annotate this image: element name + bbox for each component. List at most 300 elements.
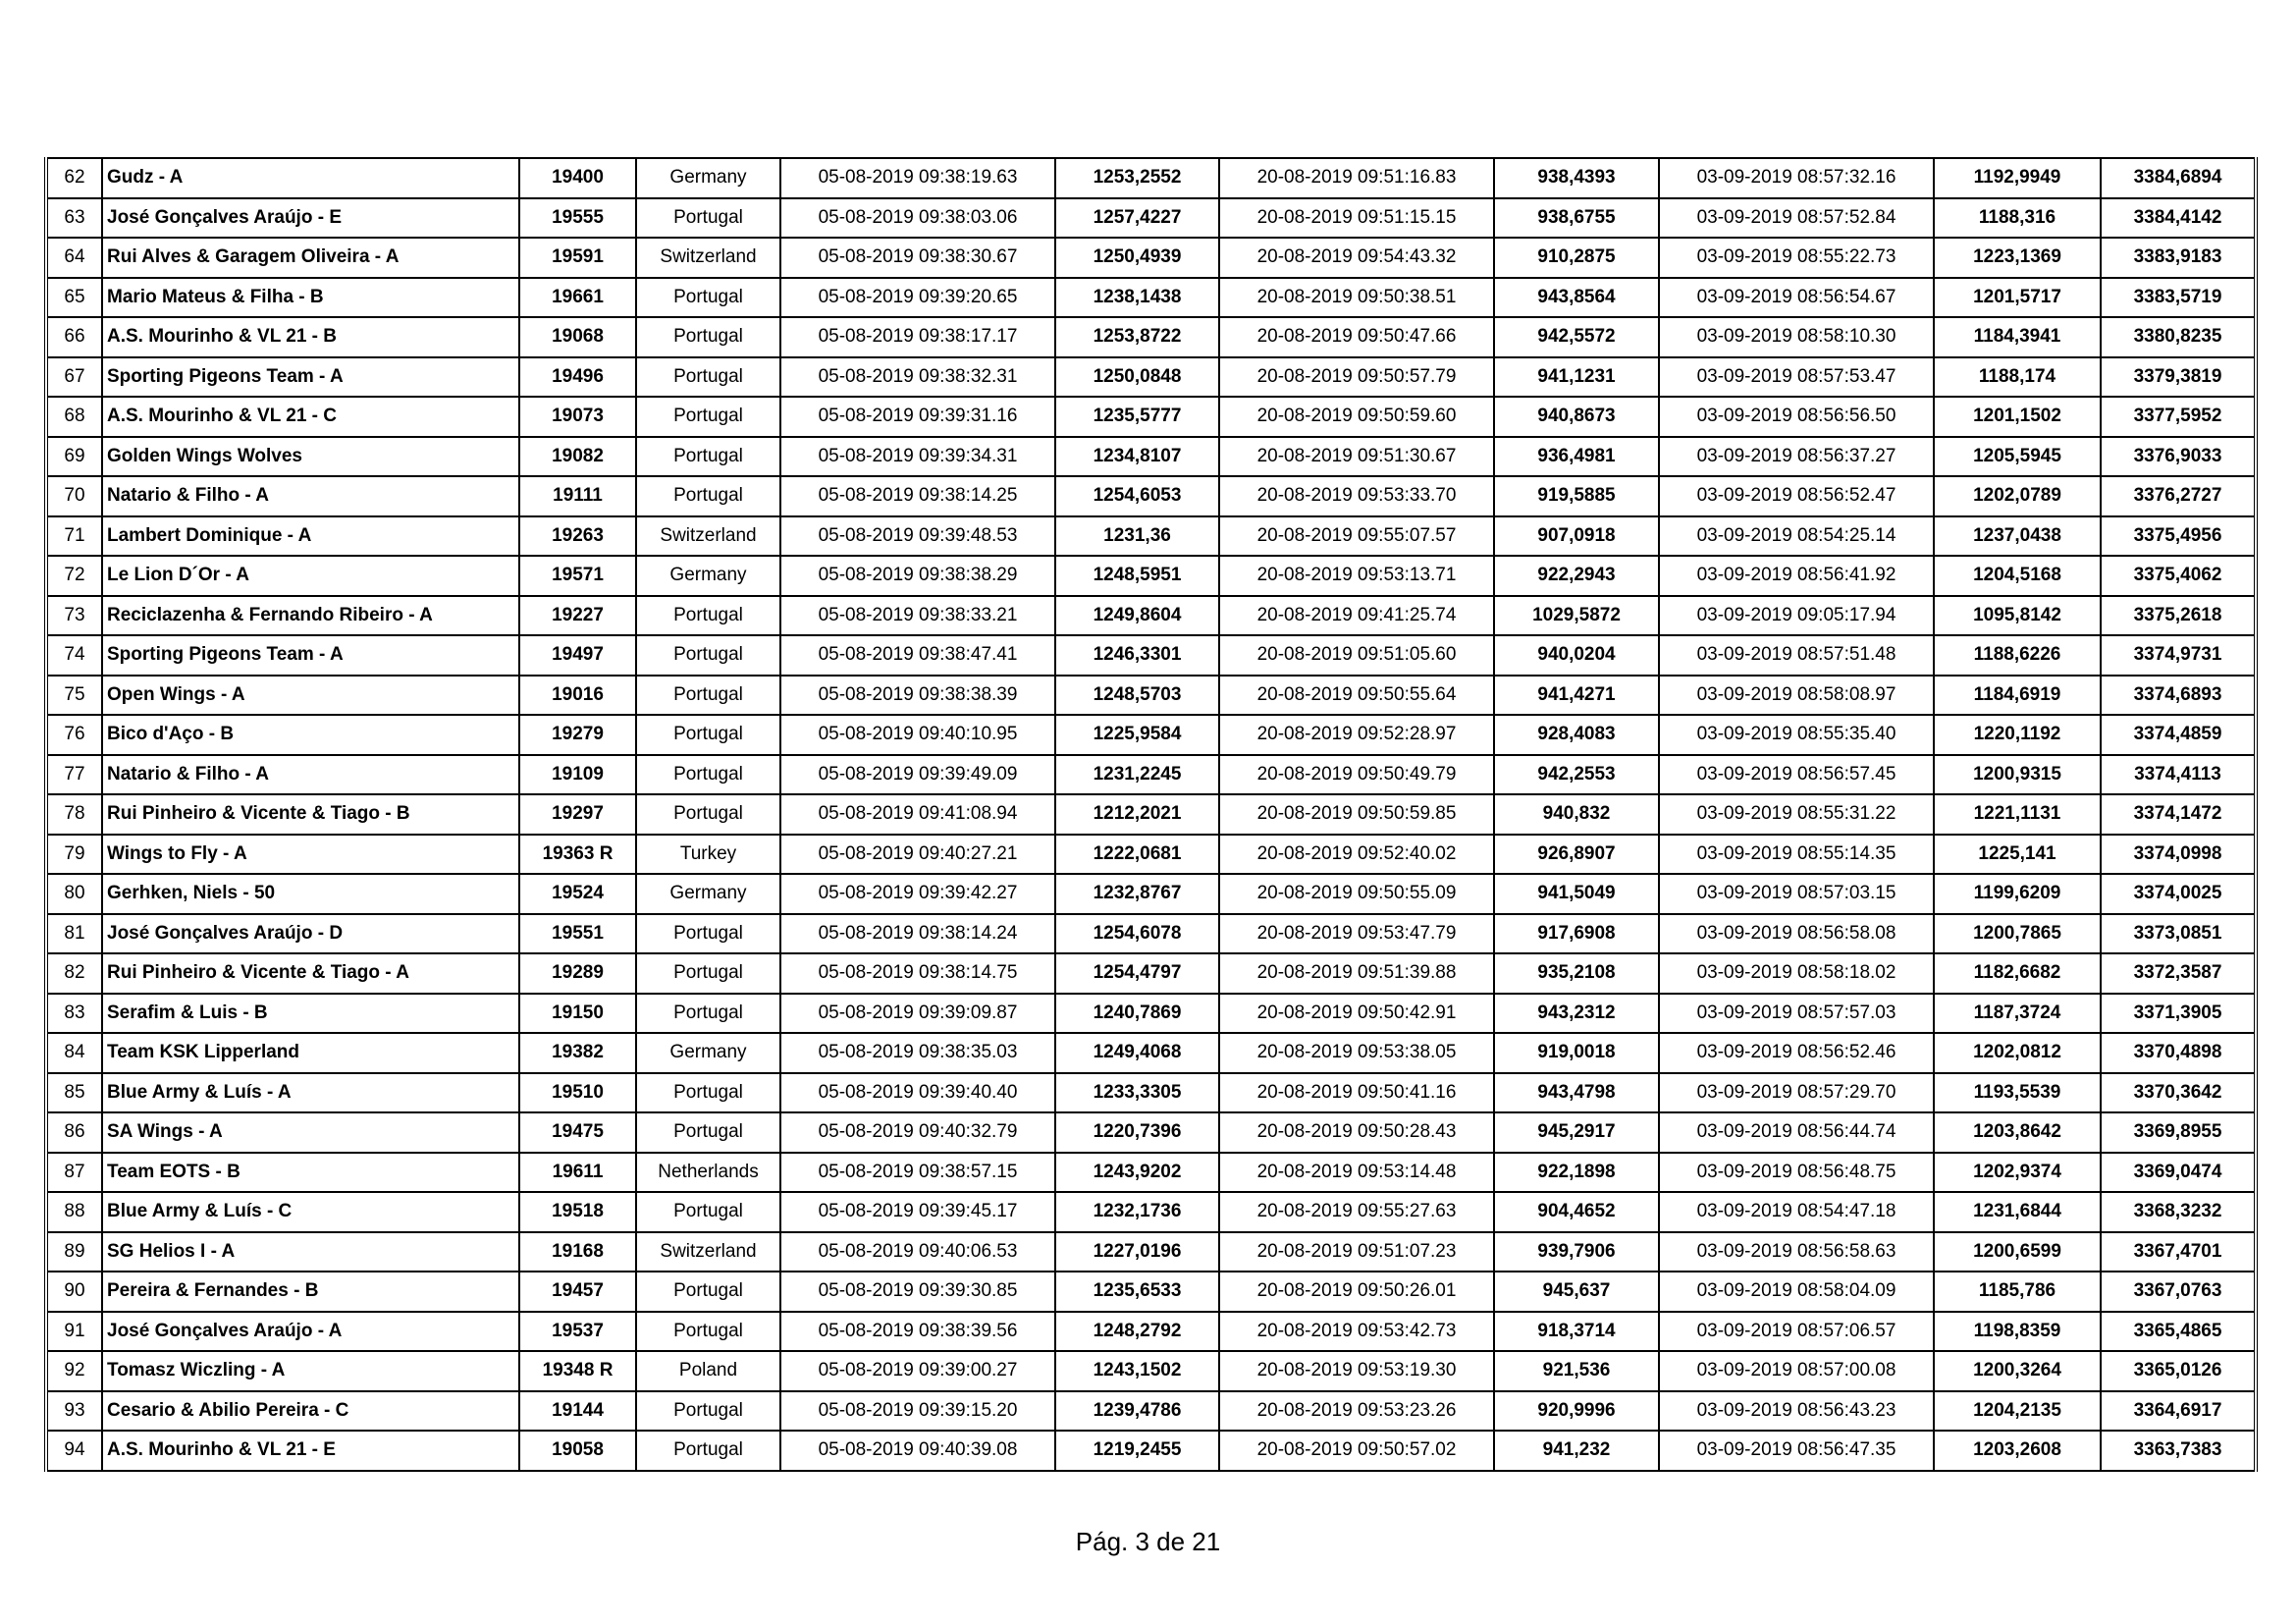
team-name-cell: Pereira & Fernandes - B: [102, 1272, 519, 1312]
team-name-cell: Wings to Fly - A: [102, 835, 519, 875]
total-speed-cell: 3372,3587: [2101, 953, 2256, 994]
race1-arrival-cell: 05-08-2019 09:39:20.65: [780, 278, 1055, 318]
total-speed-cell: 3365,4865: [2101, 1312, 2256, 1352]
race2-speed-cell: 938,4393: [1494, 158, 1659, 198]
race1-arrival-cell: 05-08-2019 09:38:39.56: [780, 1312, 1055, 1352]
position-cell: 79: [46, 835, 102, 875]
country-cell: Portugal: [636, 1431, 780, 1471]
race1-arrival-cell: 05-08-2019 09:38:33.21: [780, 596, 1055, 636]
country-cell: Portugal: [636, 1272, 780, 1312]
race2-arrival-cell: 20-08-2019 09:51:07.23: [1219, 1232, 1494, 1272]
race3-speed-cell: 1202,9374: [1934, 1153, 2101, 1193]
race2-speed-cell: 920,9996: [1494, 1391, 1659, 1432]
race2-arrival-cell: 20-08-2019 09:50:55.64: [1219, 676, 1494, 716]
race3-speed-cell: 1202,0812: [1934, 1033, 2101, 1073]
race1-speed-cell: 1243,1502: [1055, 1351, 1219, 1391]
position-cell: 83: [46, 994, 102, 1034]
table-row: [46, 476, 2256, 516]
position-cell: 94: [46, 1431, 102, 1471]
country-cell: Portugal: [636, 1112, 780, 1153]
race2-arrival-cell: 20-08-2019 09:50:42.91: [1219, 994, 1494, 1034]
race2-speed-cell: 938,6755: [1494, 198, 1659, 239]
race3-arrival-cell: 03-09-2019 08:54:25.14: [1659, 516, 1934, 557]
results-table: [44, 157, 2258, 1472]
race3-speed-cell: 1200,3264: [1934, 1351, 2101, 1391]
country-cell: Germany: [636, 874, 780, 914]
race1-arrival-cell: 05-08-2019 09:39:09.87: [780, 994, 1055, 1034]
table-row: [46, 437, 2256, 477]
race1-arrival-cell: 05-08-2019 09:40:27.21: [780, 835, 1055, 875]
table-row: [46, 1232, 2256, 1272]
position-cell: 84: [46, 1033, 102, 1073]
race1-arrival-cell: 05-08-2019 09:38:32.31: [780, 357, 1055, 398]
race1-arrival-cell: 05-08-2019 09:38:35.03: [780, 1033, 1055, 1073]
race3-speed-cell: 1200,6599: [1934, 1232, 2101, 1272]
race2-arrival-cell: 20-08-2019 09:53:47.79: [1219, 914, 1494, 954]
race2-arrival-cell: 20-08-2019 09:51:05.60: [1219, 635, 1494, 676]
country-cell: Portugal: [636, 953, 780, 994]
country-cell: Poland: [636, 1351, 780, 1391]
race2-arrival-cell: 20-08-2019 09:50:55.09: [1219, 874, 1494, 914]
country-cell: Portugal: [636, 1391, 780, 1432]
race2-speed-cell: 942,2553: [1494, 755, 1659, 795]
race3-arrival-cell: 03-09-2019 08:56:56.50: [1659, 397, 1934, 437]
race1-arrival-cell: 05-08-2019 09:38:17.17: [780, 317, 1055, 357]
race1-speed-cell: 1257,4227: [1055, 198, 1219, 239]
race3-speed-cell: 1201,5717: [1934, 278, 2101, 318]
table-row: [46, 317, 2256, 357]
total-speed-cell: 3374,4113: [2101, 755, 2256, 795]
race2-speed-cell: 945,2917: [1494, 1112, 1659, 1153]
race3-speed-cell: 1198,8359: [1934, 1312, 2101, 1352]
position-cell: 87: [46, 1153, 102, 1193]
race2-speed-cell: 919,5885: [1494, 476, 1659, 516]
team-name-cell: A.S. Mourinho & VL 21 - B: [102, 317, 519, 357]
country-cell: Portugal: [636, 278, 780, 318]
team-name-cell: Reciclazenha & Fernando Ribeiro - A: [102, 596, 519, 636]
position-cell: 69: [46, 437, 102, 477]
race3-speed-cell: 1188,316: [1934, 198, 2101, 239]
race2-speed-cell: 943,2312: [1494, 994, 1659, 1034]
total-speed-cell: 3376,2727: [2101, 476, 2256, 516]
position-cell: 85: [46, 1073, 102, 1113]
total-speed-cell: 3368,3232: [2101, 1192, 2256, 1232]
race1-arrival-cell: 05-08-2019 09:39:48.53: [780, 516, 1055, 557]
race2-arrival-cell: 20-08-2019 09:53:42.73: [1219, 1312, 1494, 1352]
race3-speed-cell: 1237,0438: [1934, 516, 2101, 557]
table-row: [46, 357, 2256, 398]
race1-speed-cell: 1227,0196: [1055, 1232, 1219, 1272]
team-name-cell: Serafim & Luis - B: [102, 994, 519, 1034]
ring-number-cell: 19497: [519, 635, 636, 676]
total-speed-cell: 3379,3819: [2101, 357, 2256, 398]
position-cell: 72: [46, 556, 102, 596]
race2-arrival-cell: 20-08-2019 09:53:14.48: [1219, 1153, 1494, 1193]
race1-speed-cell: 1233,3305: [1055, 1073, 1219, 1113]
table-row: [46, 1192, 2256, 1232]
country-cell: Germany: [636, 1033, 780, 1073]
table-row: [46, 676, 2256, 716]
race3-arrival-cell: 03-09-2019 08:56:58.08: [1659, 914, 1934, 954]
race1-speed-cell: 1219,2455: [1055, 1431, 1219, 1471]
race1-arrival-cell: 05-08-2019 09:38:14.75: [780, 953, 1055, 994]
race1-arrival-cell: 05-08-2019 09:39:34.31: [780, 437, 1055, 477]
race1-speed-cell: 1253,2552: [1055, 158, 1219, 198]
total-speed-cell: 3384,4142: [2101, 198, 2256, 239]
team-name-cell: Rui Pinheiro & Vicente & Tiago - B: [102, 794, 519, 835]
table-row: [46, 198, 2256, 239]
race1-speed-cell: 1231,2245: [1055, 755, 1219, 795]
race1-speed-cell: 1232,1736: [1055, 1192, 1219, 1232]
position-cell: 70: [46, 476, 102, 516]
race1-arrival-cell: 05-08-2019 09:39:31.16: [780, 397, 1055, 437]
race2-arrival-cell: 20-08-2019 09:50:38.51: [1219, 278, 1494, 318]
race1-speed-cell: 1249,4068: [1055, 1033, 1219, 1073]
race3-speed-cell: 1231,6844: [1934, 1192, 2101, 1232]
total-speed-cell: 3364,6917: [2101, 1391, 2256, 1432]
race3-arrival-cell: 03-09-2019 08:56:54.67: [1659, 278, 1934, 318]
position-cell: 89: [46, 1232, 102, 1272]
team-name-cell: Cesario & Abilio Pereira - C: [102, 1391, 519, 1432]
race3-arrival-cell: 03-09-2019 08:57:51.48: [1659, 635, 1934, 676]
race1-speed-cell: 1232,8767: [1055, 874, 1219, 914]
race2-speed-cell: 940,0204: [1494, 635, 1659, 676]
team-name-cell: Blue Army & Luís - C: [102, 1192, 519, 1232]
position-cell: 63: [46, 198, 102, 239]
race3-speed-cell: 1225,141: [1934, 835, 2101, 875]
table-row: [46, 715, 2256, 755]
team-name-cell: Team KSK Lipperland: [102, 1033, 519, 1073]
race3-speed-cell: 1204,5168: [1934, 556, 2101, 596]
race2-speed-cell: 917,6908: [1494, 914, 1659, 954]
race2-speed-cell: 1029,5872: [1494, 596, 1659, 636]
total-speed-cell: 3371,3905: [2101, 994, 2256, 1034]
race1-speed-cell: 1231,36: [1055, 516, 1219, 557]
ring-number-cell: 19109: [519, 755, 636, 795]
position-cell: 77: [46, 755, 102, 795]
race2-arrival-cell: 20-08-2019 09:52:40.02: [1219, 835, 1494, 875]
race3-arrival-cell: 03-09-2019 08:56:52.46: [1659, 1033, 1934, 1073]
ring-number-cell: 19537: [519, 1312, 636, 1352]
table-row: [46, 1272, 2256, 1312]
race1-speed-cell: 1250,4939: [1055, 238, 1219, 278]
race1-arrival-cell: 05-08-2019 09:38:57.15: [780, 1153, 1055, 1193]
table-row: [46, 1073, 2256, 1113]
ring-number-cell: 19348 R: [519, 1351, 636, 1391]
race3-arrival-cell: 03-09-2019 08:58:08.97: [1659, 676, 1934, 716]
race2-arrival-cell: 20-08-2019 09:50:41.16: [1219, 1073, 1494, 1113]
race1-arrival-cell: 05-08-2019 09:40:06.53: [780, 1232, 1055, 1272]
race2-speed-cell: 939,7906: [1494, 1232, 1659, 1272]
total-speed-cell: 3367,0763: [2101, 1272, 2256, 1312]
total-speed-cell: 3374,6893: [2101, 676, 2256, 716]
table-row: [46, 158, 2256, 198]
total-speed-cell: 3383,5719: [2101, 278, 2256, 318]
ring-number-cell: 19510: [519, 1073, 636, 1113]
team-name-cell: Bico d'Aço - B: [102, 715, 519, 755]
race2-arrival-cell: 20-08-2019 09:50:59.85: [1219, 794, 1494, 835]
race3-speed-cell: 1203,2608: [1934, 1431, 2101, 1471]
race1-arrival-cell: 05-08-2019 09:38:19.63: [780, 158, 1055, 198]
team-name-cell: José Gonçalves Araújo - E: [102, 198, 519, 239]
position-cell: 71: [46, 516, 102, 557]
race3-speed-cell: 1095,8142: [1934, 596, 2101, 636]
team-name-cell: Blue Army & Luís - A: [102, 1073, 519, 1113]
ring-number-cell: 19073: [519, 397, 636, 437]
country-cell: Portugal: [636, 914, 780, 954]
position-cell: 92: [46, 1351, 102, 1391]
race1-speed-cell: 1212,2021: [1055, 794, 1219, 835]
position-cell: 78: [46, 794, 102, 835]
race3-arrival-cell: 03-09-2019 08:56:37.27: [1659, 437, 1934, 477]
country-cell: Portugal: [636, 476, 780, 516]
total-speed-cell: 3375,2618: [2101, 596, 2256, 636]
race2-arrival-cell: 20-08-2019 09:50:47.66: [1219, 317, 1494, 357]
race2-arrival-cell: 20-08-2019 09:53:13.71: [1219, 556, 1494, 596]
position-cell: 64: [46, 238, 102, 278]
race3-speed-cell: 1193,5539: [1934, 1073, 2101, 1113]
race2-arrival-cell: 20-08-2019 09:51:16.83: [1219, 158, 1494, 198]
country-cell: Portugal: [636, 994, 780, 1034]
total-speed-cell: 3374,4859: [2101, 715, 2256, 755]
race1-speed-cell: 1248,2792: [1055, 1312, 1219, 1352]
team-name-cell: José Gonçalves Araújo - D: [102, 914, 519, 954]
race1-speed-cell: 1240,7869: [1055, 994, 1219, 1034]
ring-number-cell: 19297: [519, 794, 636, 835]
table-row: [46, 1391, 2256, 1432]
ring-number-cell: 19082: [519, 437, 636, 477]
race1-arrival-cell: 05-08-2019 09:39:40.40: [780, 1073, 1055, 1113]
race2-speed-cell: 943,8564: [1494, 278, 1659, 318]
ring-number-cell: 19144: [519, 1391, 636, 1432]
race1-arrival-cell: 05-08-2019 09:39:00.27: [780, 1351, 1055, 1391]
position-cell: 65: [46, 278, 102, 318]
race1-speed-cell: 1225,9584: [1055, 715, 1219, 755]
position-cell: 82: [46, 953, 102, 994]
race3-speed-cell: 1184,3941: [1934, 317, 2101, 357]
ring-number-cell: 19555: [519, 198, 636, 239]
race3-arrival-cell: 03-09-2019 08:56:52.47: [1659, 476, 1934, 516]
race1-arrival-cell: 05-08-2019 09:39:49.09: [780, 755, 1055, 795]
race3-speed-cell: 1185,786: [1934, 1272, 2101, 1312]
country-cell: Portugal: [636, 317, 780, 357]
race2-speed-cell: 945,637: [1494, 1272, 1659, 1312]
team-name-cell: Rui Alves & Garagem Oliveira - A: [102, 238, 519, 278]
race2-arrival-cell: 20-08-2019 09:50:57.02: [1219, 1431, 1494, 1471]
race2-speed-cell: 907,0918: [1494, 516, 1659, 557]
team-name-cell: Rui Pinheiro & Vicente & Tiago - A: [102, 953, 519, 994]
race1-speed-cell: 1248,5703: [1055, 676, 1219, 716]
race3-arrival-cell: 03-09-2019 08:56:57.45: [1659, 755, 1934, 795]
race1-speed-cell: 1234,8107: [1055, 437, 1219, 477]
race2-speed-cell: 940,832: [1494, 794, 1659, 835]
race2-speed-cell: 922,2943: [1494, 556, 1659, 596]
race1-arrival-cell: 05-08-2019 09:40:10.95: [780, 715, 1055, 755]
country-cell: Netherlands: [636, 1153, 780, 1193]
race3-arrival-cell: 03-09-2019 08:56:43.23: [1659, 1391, 1934, 1432]
race2-speed-cell: 941,4271: [1494, 676, 1659, 716]
country-cell: Germany: [636, 556, 780, 596]
table-row: [46, 1153, 2256, 1193]
ring-number-cell: 19363 R: [519, 835, 636, 875]
race3-arrival-cell: 03-09-2019 08:55:22.73: [1659, 238, 1934, 278]
position-cell: 73: [46, 596, 102, 636]
race1-speed-cell: 1249,8604: [1055, 596, 1219, 636]
total-speed-cell: 3375,4956: [2101, 516, 2256, 557]
total-speed-cell: 3380,8235: [2101, 317, 2256, 357]
table-row: [46, 1312, 2256, 1352]
race1-arrival-cell: 05-08-2019 09:39:15.20: [780, 1391, 1055, 1432]
table-row: [46, 953, 2256, 994]
position-cell: 93: [46, 1391, 102, 1432]
country-cell: Switzerland: [636, 516, 780, 557]
team-name-cell: Mario Mateus & Filha - B: [102, 278, 519, 318]
race1-speed-cell: 1246,3301: [1055, 635, 1219, 676]
total-speed-cell: 3383,9183: [2101, 238, 2256, 278]
race2-arrival-cell: 20-08-2019 09:54:43.32: [1219, 238, 1494, 278]
position-cell: 68: [46, 397, 102, 437]
race1-speed-cell: 1243,9202: [1055, 1153, 1219, 1193]
race1-arrival-cell: 05-08-2019 09:38:38.39: [780, 676, 1055, 716]
race3-speed-cell: 1200,7865: [1934, 914, 2101, 954]
total-speed-cell: 3375,4062: [2101, 556, 2256, 596]
country-cell: Portugal: [636, 357, 780, 398]
race3-arrival-cell: 03-09-2019 08:56:41.92: [1659, 556, 1934, 596]
position-cell: 75: [46, 676, 102, 716]
race1-arrival-cell: 05-08-2019 09:38:14.25: [780, 476, 1055, 516]
race1-speed-cell: 1248,5951: [1055, 556, 1219, 596]
race2-arrival-cell: 20-08-2019 09:41:25.74: [1219, 596, 1494, 636]
total-speed-cell: 3373,0851: [2101, 914, 2256, 954]
race2-speed-cell: 935,2108: [1494, 953, 1659, 994]
race1-arrival-cell: 05-08-2019 09:39:30.85: [780, 1272, 1055, 1312]
table-row: [46, 794, 2256, 835]
country-cell: Portugal: [636, 198, 780, 239]
team-name-cell: A.S. Mourinho & VL 21 - E: [102, 1431, 519, 1471]
table-row: [46, 1112, 2256, 1153]
race1-speed-cell: 1220,7396: [1055, 1112, 1219, 1153]
race3-arrival-cell: 03-09-2019 08:58:04.09: [1659, 1272, 1934, 1312]
race2-arrival-cell: 20-08-2019 09:53:33.70: [1219, 476, 1494, 516]
ring-number-cell: 19289: [519, 953, 636, 994]
race3-speed-cell: 1188,6226: [1934, 635, 2101, 676]
total-speed-cell: 3374,0998: [2101, 835, 2256, 875]
table-row: [46, 835, 2256, 875]
race3-arrival-cell: 03-09-2019 08:56:47.35: [1659, 1431, 1934, 1471]
race3-arrival-cell: 03-09-2019 08:57:00.08: [1659, 1351, 1934, 1391]
table-row: [46, 994, 2256, 1034]
race3-arrival-cell: 03-09-2019 08:57:57.03: [1659, 994, 1934, 1034]
race3-arrival-cell: 03-09-2019 08:57:29.70: [1659, 1073, 1934, 1113]
total-speed-cell: 3369,0474: [2101, 1153, 2256, 1193]
team-name-cell: Open Wings - A: [102, 676, 519, 716]
race2-speed-cell: 928,4083: [1494, 715, 1659, 755]
total-speed-cell: 3370,4898: [2101, 1033, 2256, 1073]
position-cell: 67: [46, 357, 102, 398]
position-cell: 76: [46, 715, 102, 755]
ring-number-cell: 19518: [519, 1192, 636, 1232]
race1-speed-cell: 1235,6533: [1055, 1272, 1219, 1312]
table-row: [46, 1033, 2256, 1073]
country-cell: Portugal: [636, 755, 780, 795]
race2-speed-cell: 941,1231: [1494, 357, 1659, 398]
country-cell: Turkey: [636, 835, 780, 875]
race1-arrival-cell: 05-08-2019 09:38:03.06: [780, 198, 1055, 239]
race2-arrival-cell: 20-08-2019 09:50:26.01: [1219, 1272, 1494, 1312]
race3-speed-cell: 1221,1131: [1934, 794, 2101, 835]
position-cell: 66: [46, 317, 102, 357]
race3-speed-cell: 1201,1502: [1934, 397, 2101, 437]
table-row: [46, 635, 2256, 676]
table-row: [46, 556, 2256, 596]
race3-arrival-cell: 03-09-2019 08:54:47.18: [1659, 1192, 1934, 1232]
race3-arrival-cell: 03-09-2019 08:56:58.63: [1659, 1232, 1934, 1272]
race3-arrival-cell: 03-09-2019 08:57:52.84: [1659, 198, 1934, 239]
table-row: [46, 755, 2256, 795]
results-table-body: [46, 158, 2256, 1471]
table-row: [46, 397, 2256, 437]
ring-number-cell: 19263: [519, 516, 636, 557]
race3-speed-cell: 1192,9949: [1934, 158, 2101, 198]
ring-number-cell: 19382: [519, 1033, 636, 1073]
position-cell: 81: [46, 914, 102, 954]
position-cell: 86: [46, 1112, 102, 1153]
race3-speed-cell: 1182,6682: [1934, 953, 2101, 994]
ring-number-cell: 19111: [519, 476, 636, 516]
team-name-cell: Sporting Pigeons Team - A: [102, 357, 519, 398]
ring-number-cell: 19058: [519, 1431, 636, 1471]
race1-arrival-cell: 05-08-2019 09:38:14.24: [780, 914, 1055, 954]
race3-arrival-cell: 03-09-2019 08:58:18.02: [1659, 953, 1934, 994]
race3-speed-cell: 1188,174: [1934, 357, 2101, 398]
table-row: [46, 874, 2256, 914]
race3-arrival-cell: 03-09-2019 08:55:31.22: [1659, 794, 1934, 835]
race2-speed-cell: 943,4798: [1494, 1073, 1659, 1113]
table-row: [46, 1351, 2256, 1391]
team-name-cell: Gerhken, Niels - 50: [102, 874, 519, 914]
total-speed-cell: 3365,0126: [2101, 1351, 2256, 1391]
race3-speed-cell: 1184,6919: [1934, 676, 2101, 716]
race3-arrival-cell: 03-09-2019 08:57:32.16: [1659, 158, 1934, 198]
race2-speed-cell: 919,0018: [1494, 1033, 1659, 1073]
position-cell: 91: [46, 1312, 102, 1352]
race3-arrival-cell: 03-09-2019 08:55:35.40: [1659, 715, 1934, 755]
team-name-cell: Golden Wings Wolves: [102, 437, 519, 477]
race3-speed-cell: 1200,9315: [1934, 755, 2101, 795]
race2-arrival-cell: 20-08-2019 09:51:39.88: [1219, 953, 1494, 994]
race3-speed-cell: 1205,5945: [1934, 437, 2101, 477]
total-speed-cell: 3374,0025: [2101, 874, 2256, 914]
position-cell: 88: [46, 1192, 102, 1232]
total-speed-cell: 3367,4701: [2101, 1232, 2256, 1272]
country-cell: Switzerland: [636, 238, 780, 278]
country-cell: Switzerland: [636, 1232, 780, 1272]
race2-arrival-cell: 20-08-2019 09:51:30.67: [1219, 437, 1494, 477]
team-name-cell: Natario & Filho - A: [102, 476, 519, 516]
position-cell: 62: [46, 158, 102, 198]
race1-speed-cell: 1238,1438: [1055, 278, 1219, 318]
race2-speed-cell: 941,5049: [1494, 874, 1659, 914]
ring-number-cell: 19068: [519, 317, 636, 357]
country-cell: Portugal: [636, 794, 780, 835]
race1-speed-cell: 1254,4797: [1055, 953, 1219, 994]
race2-arrival-cell: 20-08-2019 09:53:23.26: [1219, 1391, 1494, 1432]
race1-arrival-cell: 05-08-2019 09:38:30.67: [780, 238, 1055, 278]
race2-arrival-cell: 20-08-2019 09:53:19.30: [1219, 1351, 1494, 1391]
race3-speed-cell: 1204,2135: [1934, 1391, 2101, 1432]
table-row: [46, 278, 2256, 318]
ring-number-cell: 19168: [519, 1232, 636, 1272]
